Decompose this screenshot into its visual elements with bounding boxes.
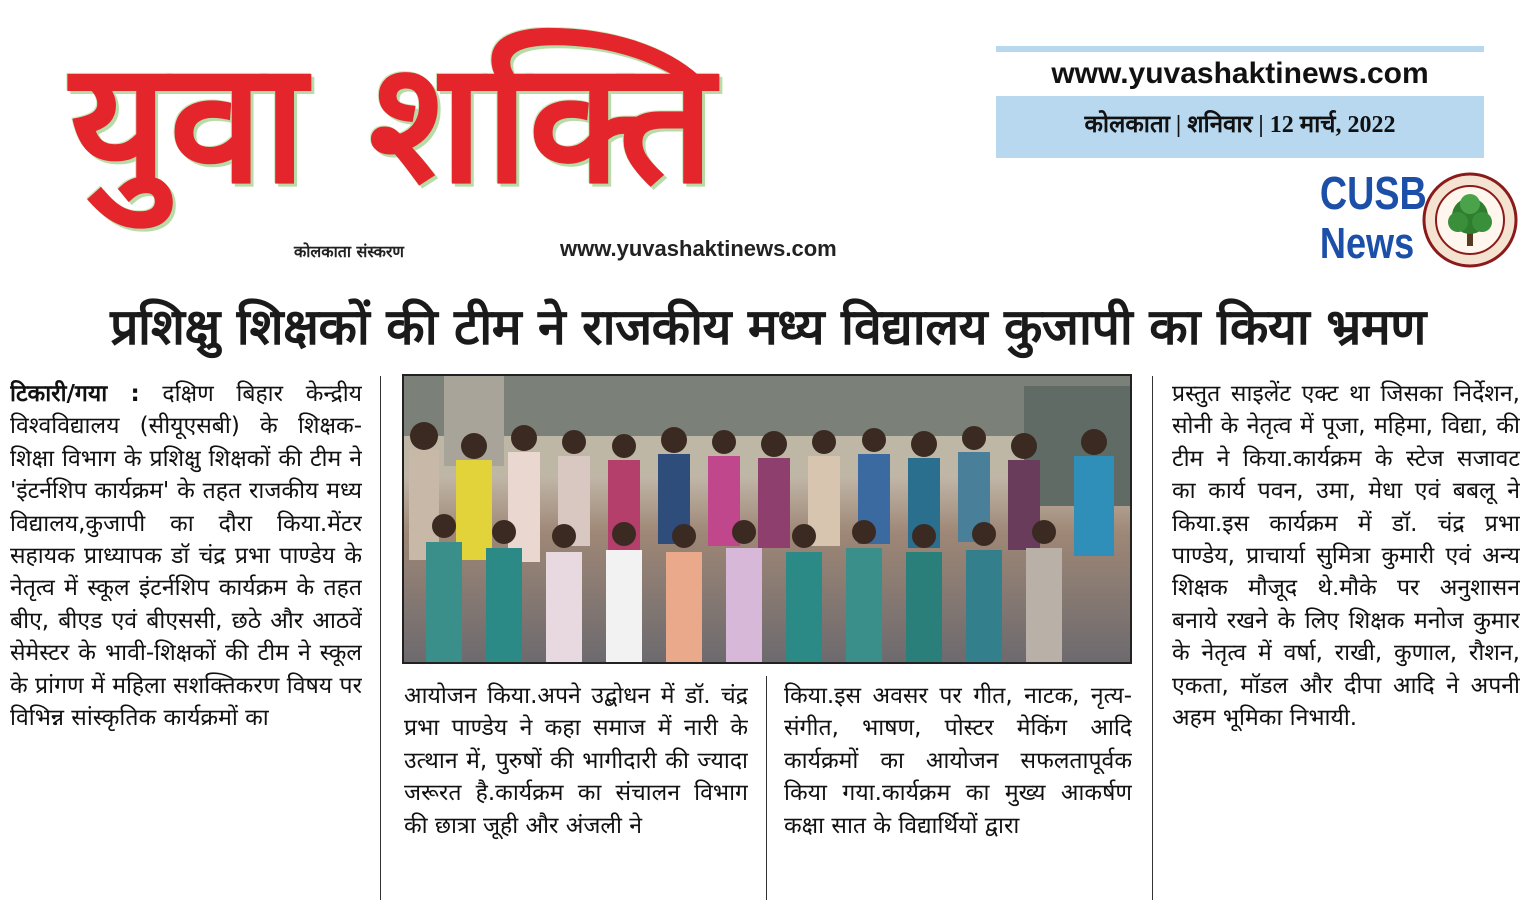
column-divider — [766, 676, 767, 900]
university-seal-icon — [1422, 172, 1518, 268]
article-text-1: दक्षिण बिहार केन्द्रीय विश्वविद्यालय (सीयूएसबी) के शिक्षक-शिक्षा विभाग के प्रशिक्षु शिक्षकों की टीम ने 'इंटर्नशिप कार्यक्रम' के तहत राजकीय मध्य विद्यालय,कुजापी का दौरा किया.मेंटर सहायक प्राध्यापक डॉ चंद्र प्रभा पाण्डेय के नेतृत्व में स्कूल इंटर्नशिप कार्यक्रम के तहत बीए, बीएड एवं बीएससी, छठे और आठवें सेमेस्टर के भावी-शिक्षकों की टीम ने स्कूल के प्रांगण में महिला सशक्तिकरण विषय पर विभिन्न सांस्कृतिक कार्यक्रमों का — [10, 381, 362, 732]
newspaper-masthead: युवा शक्ति — [70, 25, 717, 221]
masthead-url[interactable]: www.yuvashaktinews.com — [560, 236, 837, 261]
group-photo-icon — [404, 376, 1130, 662]
group-photo — [402, 374, 1132, 664]
article-column-4: प्रस्तुत साइलेंट एक्ट था जिसका निर्देशन, सोनी के नेतृत्व में पूजा, महिमा, विद्या, की टीम ने किया.कार्यक्रम के स्टेज सजावट का कार्य पवन, उमा, मेधा एवं बबलू ने किया.इस कार्यक्रम में डॉ. चंद्र प्रभा पाण्डेय, प्राचार्या सुमित्रा कुमारी एवं अन्य शिक्षक मौजूद थे.मौके पर अनुशासन बनाये रखने के लिए शिक्षक मनोज कुमार के नेतृत्व में वर्षा, राखी, कुणाल, रौशन, एकता, मॉडल और दीपा आदि ने अपनी अहम भूमिका निभायी. — [1172, 381, 1520, 732]
article-column-3: किया.इस अवसर पर गीत, नाटक, नृत्य-संगीत, भाषण, पोस्टर मेकिंग आदि कार्यक्रमों का आयोजन सफलतापूर्वक किया गया.कार्यक्रम का मुख्य आकर्षण कक्षा सात के विद्यार्थियों द्वारा — [784, 683, 1132, 839]
info-url[interactable]: www.yuvashaktinews.com — [996, 52, 1484, 96]
info-box — [996, 46, 1484, 158]
cusb-logo-line2: News — [1319, 219, 1415, 268]
column-divider — [1152, 376, 1153, 900]
article-column-2: आयोजन किया.अपने उद्बोधन में डॉ. चंद्र प्रभा पाण्डेय ने कहा समाज में नारी के उत्थान में, पुरुषों की भागीदारी की ज्यादा जरूरत है.कार्यक्रम का संचालन विभाग की छात्रा जूही और अंजली ने — [404, 683, 748, 839]
article-dateline: टिकारी/गया : — [10, 381, 140, 407]
cusb-logo-line1: CUSB — [1319, 167, 1427, 219]
edition-label: कोलकाता संस्करण — [294, 242, 404, 261]
article-column-1 — [10, 378, 362, 898]
headline: प्रशिक्षु शिक्षकों की टीम ने राजकीय मध्य विद्यालय कुजापी का किया भ्रमण — [110, 298, 1426, 356]
dateline-bar: कोलकाता | शनिवार | 12 मार्च, 2022 — [1084, 112, 1396, 138]
column-divider — [380, 376, 381, 900]
cusb-news-logo — [1310, 167, 1427, 268]
